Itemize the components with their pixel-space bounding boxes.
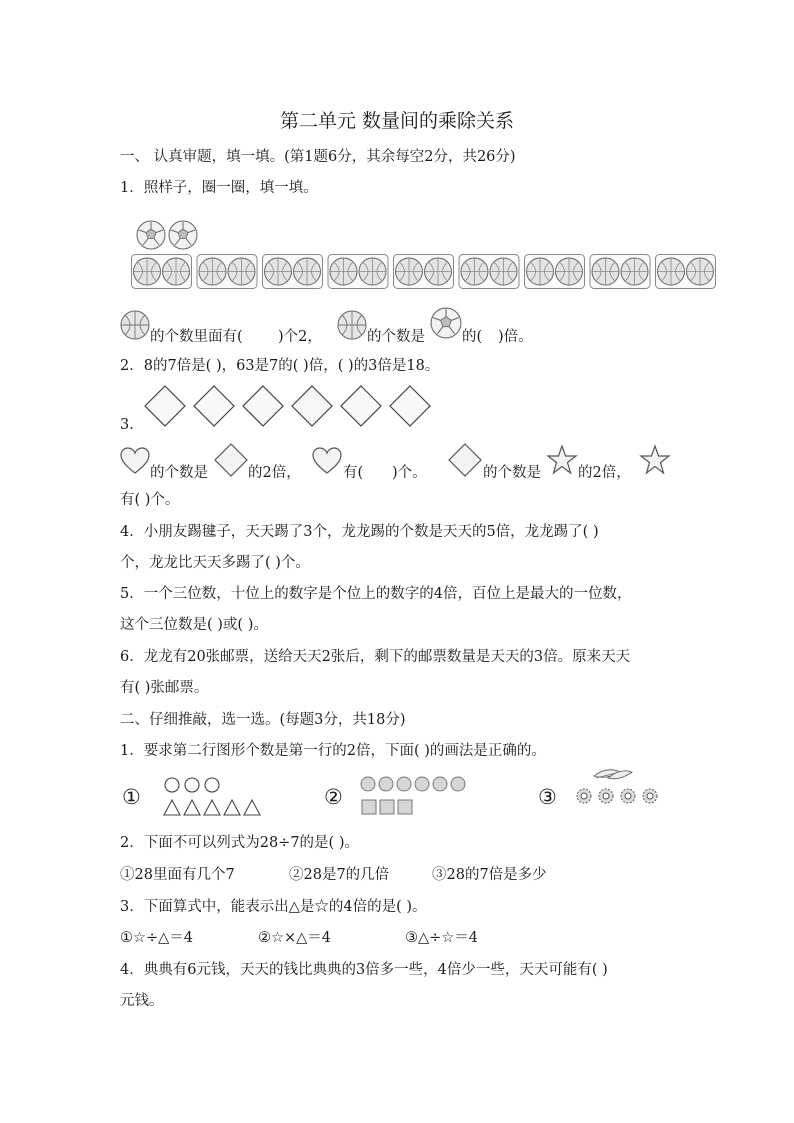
q6-line-2: 有( )张邮票。 bbox=[120, 680, 209, 696]
circle-icon bbox=[361, 777, 465, 791]
q3-number: 3． bbox=[120, 417, 144, 433]
s2-q2-option-1: ①28里面有几个7 bbox=[120, 867, 235, 883]
s2-q1-stem: 1．要求第二行图形个数是第一行的2倍，下面( )的画法是正确的。 bbox=[120, 743, 546, 759]
basketball-icon bbox=[490, 258, 517, 285]
diamond-icon bbox=[194, 386, 234, 426]
ball-group bbox=[525, 255, 585, 289]
s2-q2-stem: 2．下面不可以列式为28÷7的是( )。 bbox=[120, 835, 359, 851]
ball-group bbox=[459, 255, 519, 289]
q1-text-e: )倍。 bbox=[498, 329, 533, 345]
q5-line-1: 5．一个三位数，十位上的数字是个位上的数字的4倍，百位上是最大的一位数， bbox=[120, 586, 632, 602]
option-3-label: ③ bbox=[538, 785, 557, 809]
option-1-figure bbox=[162, 776, 266, 818]
s2-q2-option-2: ②28是7的几倍 bbox=[289, 867, 390, 883]
q3-text-b: 的2倍， bbox=[248, 465, 301, 481]
diamond-icon bbox=[243, 386, 283, 426]
s2-q3-option-1: ①☆÷△＝4 bbox=[120, 930, 194, 946]
option-2-label: ② bbox=[324, 785, 343, 809]
s2-q2-option-3: ③28的7倍是多少 bbox=[432, 867, 547, 883]
basketball-icon bbox=[687, 258, 714, 285]
q4-line-2: 个，龙龙比天天多踢了( )个。 bbox=[120, 555, 310, 571]
q3-line-2: 有( )个。 bbox=[120, 492, 180, 508]
ball-group bbox=[328, 255, 388, 289]
ball-group bbox=[590, 255, 650, 289]
basketball-icon bbox=[265, 258, 292, 285]
diamond-row bbox=[144, 385, 434, 427]
option-3-figure bbox=[572, 766, 668, 810]
option-2-figure bbox=[360, 776, 474, 818]
basketball-icon bbox=[556, 258, 583, 285]
basketball-icon bbox=[592, 258, 619, 285]
diamond-icon bbox=[214, 443, 248, 477]
q1-stem: 1．照样子，圈一圈，填一填。 bbox=[120, 180, 318, 196]
ball-group bbox=[656, 255, 716, 289]
star-icon bbox=[547, 445, 577, 475]
q1-text-a: 的个数里面有( bbox=[150, 329, 243, 345]
section-1-heading: 一、 认真审题，填一填。(第1题6分，其余每空2分，共26分) bbox=[120, 149, 516, 165]
triangle-icon bbox=[164, 800, 260, 815]
basketball-icon bbox=[134, 258, 161, 285]
q6-line-1: 6．龙龙有20张邮票，送给天天2张后，剩下的邮票数量是天天的3倍。原来天天 bbox=[120, 649, 631, 665]
q5-line-2: 这个三位数是( )或( )。 bbox=[120, 617, 268, 633]
section-2-heading: 二、仔细推敲，选一选。(每题3分，共18分) bbox=[120, 712, 406, 728]
soccer-ball-icon bbox=[430, 307, 462, 339]
option-1-label: ① bbox=[122, 785, 141, 809]
q1-text-c: 的个数是 bbox=[367, 329, 425, 345]
q1-text-b: )个2， bbox=[278, 329, 322, 345]
basketball-icon bbox=[228, 258, 255, 285]
star-icon bbox=[640, 445, 670, 475]
q3-text-a: 的个数是 bbox=[150, 465, 208, 481]
s2-q4-line-2: 元钱。 bbox=[120, 993, 164, 1009]
basketball-icon bbox=[337, 310, 367, 340]
diamond-icon bbox=[145, 386, 185, 426]
soccer-ball-icon bbox=[136, 220, 166, 250]
diamond-icon bbox=[448, 443, 482, 477]
diamond-icon bbox=[292, 386, 332, 426]
q3-text-e: 的个数是 bbox=[483, 465, 541, 481]
q2-text: 2．8的7倍是( )，63是7的( )倍，( )的3倍是18。 bbox=[120, 358, 440, 374]
basketball-icon bbox=[163, 258, 190, 285]
q4-line-1: 4．小朋友踢毽子，天天踢了3个，龙龙踢的个数是天天的5倍，龙龙踢了( ) bbox=[120, 524, 599, 540]
q3-text-f: 的2倍， bbox=[578, 465, 631, 481]
heart-icon bbox=[120, 447, 150, 475]
circle-icon bbox=[165, 778, 219, 792]
leaf-icon bbox=[594, 770, 632, 779]
q3-text-c: 有( bbox=[343, 465, 364, 481]
ball-group bbox=[132, 255, 192, 289]
s2-q3-option-3: ③△÷☆＝4 bbox=[405, 930, 479, 946]
basketball-icon bbox=[120, 310, 150, 340]
ball-group bbox=[263, 255, 323, 289]
basketball-icon bbox=[425, 258, 452, 285]
basketball-row bbox=[131, 254, 671, 290]
q1-text-d: 的( bbox=[462, 329, 483, 345]
flower-icon bbox=[577, 789, 657, 803]
basketball-icon bbox=[330, 258, 357, 285]
basketball-icon bbox=[359, 258, 386, 285]
diamond-icon bbox=[390, 386, 430, 426]
square-icon bbox=[362, 800, 412, 814]
soccer-ball-icon bbox=[168, 220, 198, 250]
s2-q4-line-1: 4．典典有6元钱，天天的钱比典典的3倍多一些，4倍少一些，天天可能有( ) bbox=[120, 962, 608, 978]
basketball-icon bbox=[527, 258, 554, 285]
heart-icon bbox=[312, 447, 342, 475]
ball-group bbox=[394, 255, 454, 289]
basketball-icon bbox=[396, 258, 423, 285]
basketball-icon bbox=[461, 258, 488, 285]
page-title: 第二单元 数量间的乘除关系 bbox=[280, 110, 515, 132]
basketball-icon bbox=[294, 258, 321, 285]
s2-q3-option-2: ②☆×△＝4 bbox=[258, 930, 332, 946]
q3-text-d: )个。 bbox=[392, 465, 427, 481]
basketball-icon bbox=[658, 258, 685, 285]
s2-q3-stem: 3．下面算式中，能表示出△是☆的4倍的是( )。 bbox=[120, 899, 427, 915]
basketball-icon bbox=[621, 258, 648, 285]
ball-group bbox=[197, 255, 257, 289]
diamond-icon bbox=[341, 386, 381, 426]
basketball-icon bbox=[199, 258, 226, 285]
